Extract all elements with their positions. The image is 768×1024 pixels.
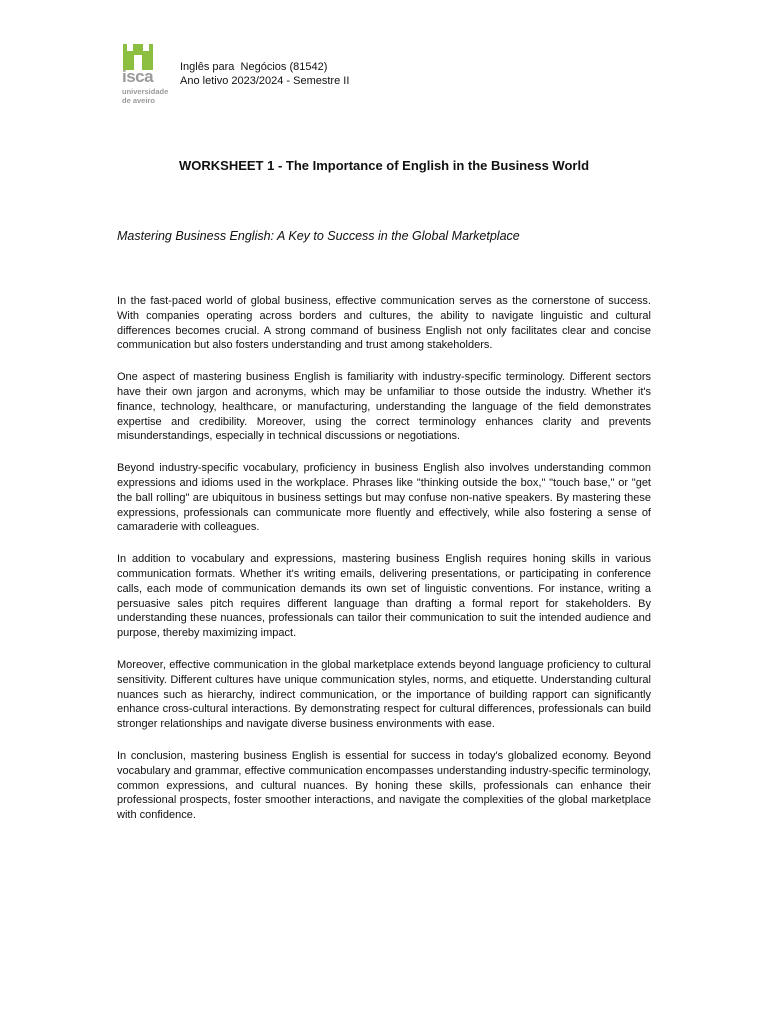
course-name: Inglês para Negócios (81542) [180,61,328,73]
logo-subtitle-line: de aveiro [122,95,155,105]
paragraph: One aspect of mastering business English is familiarity with industry-specific terminology. Different sectors have their own jargon and acronyms, which may be unfamiliar to those outside the industry. Whether it's finance, technology, healthcare, or manufacturing, understanding the language of the field demonstrates expertise and credibility. Moreover, using the correct terminology enhances clarity and prevents misunderstandings, especially in technical discussions or negotiations. [117,371,651,443]
worksheet-title: WORKSHEET 1 - The Importance of English in the Business World [178,158,590,173]
logo-subtitle-line: universidade [122,87,169,96]
academic-year: Ano letivo 2023/2024 - Semestre II [180,75,350,87]
paragraph: Beyond industry-specific vocabulary, proficiency in business English also involves understanding common expressions and idioms used in the workplace. Phrases like "thinking outside the box," "touch base," or "get the ball rolling" are ubiquitous in business settings but may confuse non-native speakers. By mastering these expressions, professionals can communicate more fluently and effectively, while also fostering a sense of camaraderie with colleagues. [117,462,651,534]
logo-wordmark: isca [122,67,154,86]
article-body [117,294,651,840]
paragraph: In addition to vocabulary and expressions, mastering business English requires honing skills in various communication formats. Whether it's writing emails, delivering presentations, or participating in conference calls, each mode of communication demands its own set of linguistic conventions. For instance, writing a persuasive sales pitch requires different language than drafting a formal report for stakeholders. By understanding these nuances, professionals can tailor their communication to suit the intended audience and purpose, thereby maximizing impact. [117,553,651,640]
logo-subtitle [122,88,168,105]
paragraph: Moreover, effective communication in the global marketplace extends beyond language proficiency to cultural sensitivity. Different cultures have unique communication styles, norms, and etiquette. Understanding cultural nuances such as hierarchy, indirect communication, or the importance of building rapport can significantly enhance cross-cultural interactions. By demonstrating respect for cultural differences, professionals can build stronger relationships and navigate diverse business environments with ease. [117,658,651,731]
paragraph: In the fast-paced world of global business, effective communication serves as the cornerstone of success. With companies operating across borders and cultures, the ability to navigate linguistic and cultural differences becomes crucial. A strong command of business English not only facilitates clear and concise communication but also fosters understanding and trust among stakeholders. [117,295,651,352]
document-header [120,44,640,114]
isca-logo [120,44,176,112]
paragraph: In conclusion, mastering business English is essential for success in today's globalized economy. Beyond vocabulary and grammar, effective communication encompasses understanding industry-specific terminology, common expressions, and cultural nuances. By honing these skills, professionals can enhance their professional prospects, foster smoother interactions, and navigate the complexities of the global marketplace with confidence. [117,749,651,822]
course-info [180,60,349,88]
article-subtitle: Mastering Business English: A Key to Success in the Global Marketplace [117,229,520,243]
